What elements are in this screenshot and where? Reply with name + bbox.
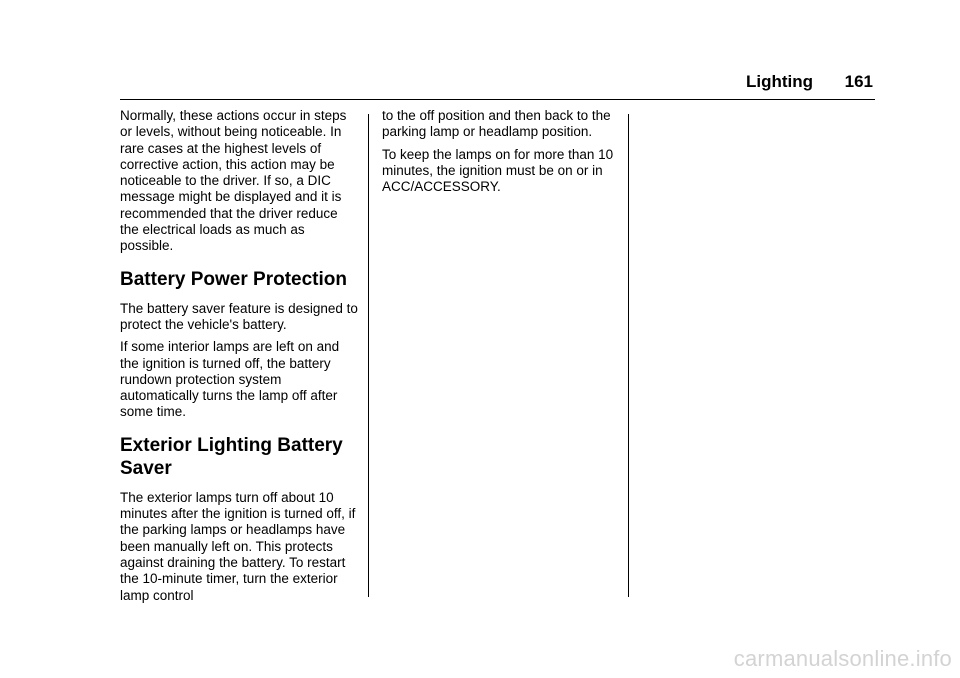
paragraph-interior-lamps: If some interior lamps are left on and the ignition is turned off, the battery rundown protection system automatically turns the lamp off after some time. xyxy=(120,339,340,420)
paragraph-continued: to the off position and then back to the parking lamp or headlamp position. xyxy=(382,108,611,140)
column-divider-right xyxy=(628,114,629,597)
heading-battery-power-protection: Battery Power Protection xyxy=(120,268,347,290)
paragraph-intro: Normally, these actions occur in steps or levels, without being noticeable. In rare cases at the highest levels of corrective action, this action may be noticeable to the driver. If so, a DIC message might be displayed and it is recommended that the driver reduce the electrical loads as much as possible. xyxy=(120,108,347,254)
text-column-1 xyxy=(120,108,360,610)
watermark: carmanualsonline.info xyxy=(733,646,952,671)
paragraph-battery-saver: The battery saver feature is designed to protect the vehicle's battery. xyxy=(120,300,358,332)
text-column-2 xyxy=(382,108,620,201)
paragraph-exterior-lamps: The exterior lamps turn off about 10 minutes after the ignition is turned off, if the parking lamps or headlamps have been manually left on. This protects against draining the battery. To restart the 10-minute timer, turn the exterior lamp control xyxy=(120,489,356,603)
section-title: Lighting xyxy=(745,72,813,91)
page-header xyxy=(120,70,875,100)
column-divider-left xyxy=(368,114,369,597)
paragraph-keep-lamps-on: To keep the lamps on for more than 10 minutes, the ignition must be on or in ACC/ACCESSORY. xyxy=(382,146,614,195)
page-number: 161 xyxy=(844,72,873,91)
heading-exterior-lighting-battery-saver: Exterior Lighting Battery Saver xyxy=(120,434,343,479)
